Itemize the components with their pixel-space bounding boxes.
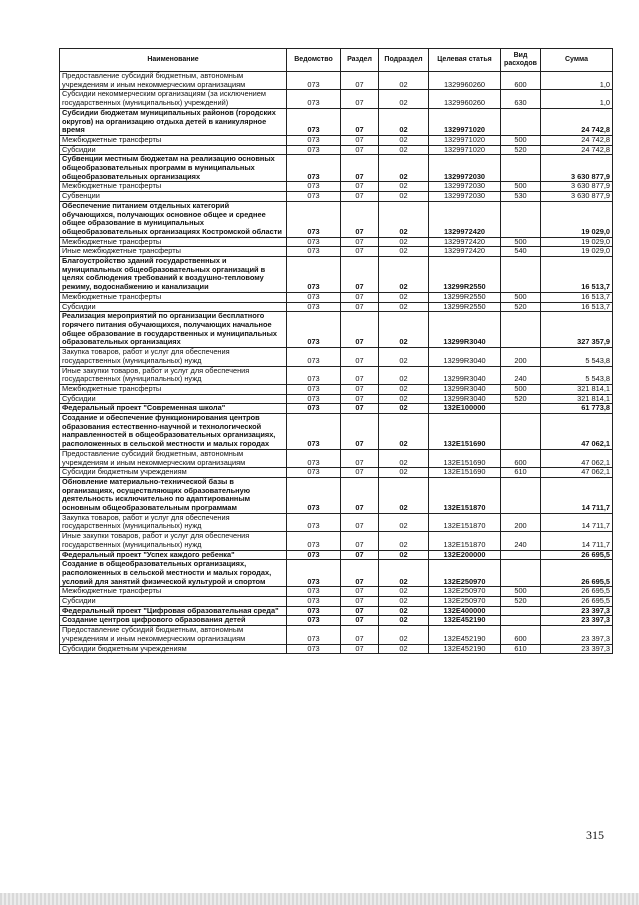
table-row (60, 90, 613, 108)
cell-amount: 26 695,5 (541, 597, 613, 607)
cell-name: Межбюджетные трансферты (60, 384, 287, 394)
cell-department: 073 (287, 560, 341, 587)
cell-amount: 321 814,1 (541, 384, 613, 394)
cell-name: Межбюджетные трансферты (60, 135, 287, 145)
table-row (60, 247, 613, 257)
cell-target-article: 1329971020 (429, 108, 501, 135)
cell-expense-type: 240 (501, 532, 541, 550)
cell-target-article: 132E452190 (429, 616, 501, 626)
cell-department: 073 (287, 468, 341, 478)
cell-target-article: 13299R3040 (429, 384, 501, 394)
cell-subsection: 02 (379, 587, 429, 597)
cell-department: 073 (287, 348, 341, 366)
cell-name: Федеральный проект "Современная школа" (60, 404, 287, 414)
cell-section: 07 (341, 366, 379, 384)
header-expense-type: Вид расходов (501, 49, 541, 72)
cell-section: 07 (341, 182, 379, 192)
cell-name: Закупка товаров, работ и услуг для обеспечения государственных (муниципальных) нужд (60, 513, 287, 531)
cell-target-article: 132E250970 (429, 587, 501, 597)
cell-subsection: 02 (379, 247, 429, 257)
cell-name: Субвенции местным бюджетам на реализацию основных общеобразовательных программ в муниципальных общеобразовательных организациях (60, 155, 287, 182)
cell-name: Федеральный проект "Цифровая образовательная среда" (60, 606, 287, 616)
header-department: Ведомство (287, 49, 341, 72)
cell-amount: 3 630 877,9 (541, 192, 613, 202)
cell-subsection: 02 (379, 560, 429, 587)
cell-subsection: 02 (379, 477, 429, 513)
cell-department: 073 (287, 312, 341, 348)
cell-department: 073 (287, 414, 341, 450)
cell-amount: 47 062,1 (541, 449, 613, 467)
table-row (60, 192, 613, 202)
cell-expense-type (501, 414, 541, 450)
cell-target-article: 1329972030 (429, 155, 501, 182)
table-row (60, 201, 613, 237)
cell-section: 07 (341, 597, 379, 607)
cell-amount: 61 773,8 (541, 404, 613, 414)
table-row (60, 587, 613, 597)
header-section: Раздел (341, 49, 379, 72)
table-row (60, 626, 613, 644)
cell-department: 073 (287, 302, 341, 312)
cell-department: 073 (287, 532, 341, 550)
table-row (60, 414, 613, 450)
cell-section: 07 (341, 560, 379, 587)
cell-subsection: 02 (379, 550, 429, 560)
cell-subsection: 02 (379, 366, 429, 384)
cell-amount: 19 029,0 (541, 237, 613, 247)
cell-department: 073 (287, 449, 341, 467)
cell-name: Межбюджетные трансферты (60, 292, 287, 302)
cell-name: Закупка товаров, работ и услуг для обеспечения государственных (муниципальных) нужд (60, 348, 287, 366)
table-row (60, 182, 613, 192)
cell-section: 07 (341, 550, 379, 560)
cell-expense-type: 520 (501, 302, 541, 312)
cell-name: Реализация мероприятий по организации бесплатного горячего питания обучающихся, получающих начальное общее образование в государственных и муниципальных образовательных организациях (60, 312, 287, 348)
cell-name: Субсидии (60, 597, 287, 607)
cell-target-article: 1329972420 (429, 201, 501, 237)
cell-department: 073 (287, 257, 341, 293)
table-row (60, 532, 613, 550)
cell-amount: 19 029,0 (541, 247, 613, 257)
cell-section: 07 (341, 513, 379, 531)
cell-section: 07 (341, 237, 379, 247)
table-row (60, 348, 613, 366)
cell-target-article: 13299R3040 (429, 348, 501, 366)
table-row (60, 384, 613, 394)
cell-subsection: 02 (379, 302, 429, 312)
table-row (60, 257, 613, 293)
cell-target-article: 1329960260 (429, 72, 501, 90)
table-row (60, 155, 613, 182)
cell-amount: 26 695,5 (541, 560, 613, 587)
cell-section: 07 (341, 247, 379, 257)
cell-name: Создание и обеспечение функционирования центров образования естественно-научной и технологической направленностей в общеобразовательных организациях, расположенных в сельской местности и малых городах (60, 414, 287, 450)
cell-expense-type: 630 (501, 90, 541, 108)
cell-name: Создание в общеобразовательных организациях, расположенных в сельской местности и малых городах, условий для занятий физической культурой и спортом (60, 560, 287, 587)
cell-amount: 5 543,8 (541, 366, 613, 384)
cell-target-article: 1329972030 (429, 182, 501, 192)
cell-department: 073 (287, 182, 341, 192)
cell-department: 073 (287, 192, 341, 202)
cell-expense-type (501, 606, 541, 616)
cell-name: Обеспечение питанием отдельных категорий обучающихся, получающих основное общее и среднее общее образование в муниципальных общеобразовательных организациях Костромской области (60, 201, 287, 237)
cell-amount: 19 029,0 (541, 201, 613, 237)
cell-section: 07 (341, 192, 379, 202)
cell-target-article: 132E151690 (429, 414, 501, 450)
cell-section: 07 (341, 644, 379, 654)
cell-expense-type (501, 201, 541, 237)
cell-subsection: 02 (379, 513, 429, 531)
cell-amount: 26 695,5 (541, 587, 613, 597)
cell-section: 07 (341, 155, 379, 182)
cell-subsection: 02 (379, 145, 429, 155)
cell-section: 07 (341, 108, 379, 135)
cell-department: 073 (287, 72, 341, 90)
cell-amount: 321 814,1 (541, 394, 613, 404)
cell-section: 07 (341, 348, 379, 366)
cell-target-article: 132E452190 (429, 644, 501, 654)
cell-name: Межбюджетные трансферты (60, 182, 287, 192)
cell-department: 073 (287, 201, 341, 237)
cell-expense-type (501, 257, 541, 293)
cell-expense-type: 600 (501, 449, 541, 467)
cell-name: Федеральный проект "Успех каждого ребенка" (60, 550, 287, 560)
cell-amount: 14 711,7 (541, 513, 613, 531)
cell-department: 073 (287, 513, 341, 531)
cell-section: 07 (341, 616, 379, 626)
cell-target-article: 132E400000 (429, 606, 501, 616)
table-header-row (60, 49, 613, 72)
cell-section: 07 (341, 606, 379, 616)
cell-department: 073 (287, 237, 341, 247)
cell-section: 07 (341, 449, 379, 467)
cell-department: 073 (287, 587, 341, 597)
cell-department: 073 (287, 155, 341, 182)
table-row (60, 550, 613, 560)
cell-expense-type: 240 (501, 366, 541, 384)
cell-target-article: 132E151870 (429, 532, 501, 550)
cell-section: 07 (341, 302, 379, 312)
cell-amount: 23 397,3 (541, 606, 613, 616)
cell-subsection: 02 (379, 155, 429, 182)
table-row (60, 477, 613, 513)
cell-expense-type: 530 (501, 192, 541, 202)
cell-expense-type: 610 (501, 644, 541, 654)
cell-department: 073 (287, 616, 341, 626)
cell-expense-type: 610 (501, 468, 541, 478)
cell-expense-type (501, 560, 541, 587)
cell-subsection: 02 (379, 72, 429, 90)
cell-subsection: 02 (379, 532, 429, 550)
cell-expense-type: 600 (501, 626, 541, 644)
table-row (60, 449, 613, 467)
cell-section: 07 (341, 201, 379, 237)
table-row (60, 644, 613, 654)
cell-expense-type: 200 (501, 513, 541, 531)
cell-expense-type (501, 108, 541, 135)
cell-target-article: 132E100000 (429, 404, 501, 414)
cell-target-article: 13299R2550 (429, 292, 501, 302)
cell-amount: 327 357,9 (541, 312, 613, 348)
cell-department: 073 (287, 404, 341, 414)
cell-subsection: 02 (379, 237, 429, 247)
cell-expense-type: 540 (501, 247, 541, 257)
cell-expense-type (501, 155, 541, 182)
cell-amount: 23 397,3 (541, 626, 613, 644)
cell-target-article: 1329960260 (429, 90, 501, 108)
cell-name: Межбюджетные трансферты (60, 587, 287, 597)
cell-amount: 3 630 877,9 (541, 182, 613, 192)
cell-amount: 1,0 (541, 72, 613, 90)
cell-expense-type: 520 (501, 394, 541, 404)
table-row (60, 302, 613, 312)
cell-target-article: 132E250970 (429, 560, 501, 587)
cell-name: Субсидии (60, 394, 287, 404)
cell-subsection: 02 (379, 182, 429, 192)
table-row (60, 394, 613, 404)
cell-name: Предоставление субсидий бюджетным, автономным учреждениям и иным некоммерческим организациям (60, 72, 287, 90)
cell-section: 07 (341, 312, 379, 348)
cell-amount: 23 397,3 (541, 616, 613, 626)
table-row (60, 560, 613, 587)
cell-section: 07 (341, 257, 379, 293)
cell-name: Субсидии бюджетным учреждениям (60, 468, 287, 478)
cell-department: 073 (287, 394, 341, 404)
cell-name: Обновление материально-технической базы в организациях, осуществляющих образовательную деятельность исключительно по адаптированным основным общеобразовательным программам (60, 477, 287, 513)
cell-target-article: 1329971020 (429, 145, 501, 155)
cell-expense-type: 500 (501, 384, 541, 394)
cell-section: 07 (341, 292, 379, 302)
cell-amount: 16 513,7 (541, 302, 613, 312)
header-subsection: Подраздел (379, 49, 429, 72)
table-row (60, 72, 613, 90)
cell-target-article: 1329972420 (429, 247, 501, 257)
cell-section: 07 (341, 468, 379, 478)
cell-amount: 5 543,8 (541, 348, 613, 366)
cell-department: 073 (287, 145, 341, 155)
cell-section: 07 (341, 384, 379, 394)
cell-section: 07 (341, 145, 379, 155)
cell-target-article: 132E151870 (429, 477, 501, 513)
cell-amount: 14 711,7 (541, 532, 613, 550)
cell-department: 073 (287, 135, 341, 145)
cell-subsection: 02 (379, 468, 429, 478)
cell-subsection: 02 (379, 394, 429, 404)
table-row (60, 606, 613, 616)
table-body (60, 72, 613, 654)
table-row (60, 513, 613, 531)
cell-section: 07 (341, 90, 379, 108)
cell-subsection: 02 (379, 449, 429, 467)
cell-name: Субсидии (60, 302, 287, 312)
cell-amount: 24 742,8 (541, 135, 613, 145)
cell-subsection: 02 (379, 257, 429, 293)
table-row (60, 312, 613, 348)
cell-target-article: 132E151690 (429, 449, 501, 467)
cell-section: 07 (341, 477, 379, 513)
cell-section: 07 (341, 414, 379, 450)
cell-subsection: 02 (379, 414, 429, 450)
cell-department: 073 (287, 606, 341, 616)
cell-target-article: 132E151690 (429, 468, 501, 478)
cell-target-article: 132E250970 (429, 597, 501, 607)
cell-section: 07 (341, 587, 379, 597)
cell-amount: 24 742,8 (541, 108, 613, 135)
cell-target-article: 13299R2550 (429, 257, 501, 293)
cell-expense-type: 600 (501, 72, 541, 90)
cell-expense-type: 500 (501, 135, 541, 145)
cell-name: Субсидии бюджетным учреждениям (60, 644, 287, 654)
cell-expense-type: 520 (501, 597, 541, 607)
cell-expense-type (501, 550, 541, 560)
cell-subsection: 02 (379, 108, 429, 135)
cell-name: Субсидии (60, 145, 287, 155)
cell-department: 073 (287, 477, 341, 513)
cell-section: 07 (341, 626, 379, 644)
cell-name: Иные закупки товаров, работ и услуг для обеспечения государственных (муниципальных) нужд (60, 366, 287, 384)
cell-name: Создание центров цифрового образования детей (60, 616, 287, 626)
table-row (60, 292, 613, 302)
cell-subsection: 02 (379, 192, 429, 202)
cell-amount: 16 513,7 (541, 257, 613, 293)
cell-name: Благоустройство зданий государственных и муниципальных общеобразовательных организаций в целях соблюдения требований к воздушно-тепловому режиму, водоснабжению и канализации (60, 257, 287, 293)
cell-amount: 26 695,5 (541, 550, 613, 560)
cell-subsection: 02 (379, 384, 429, 394)
cell-amount: 23 397,3 (541, 644, 613, 654)
table-row (60, 616, 613, 626)
header-name: Наименование (60, 49, 287, 72)
cell-department: 073 (287, 108, 341, 135)
cell-amount: 16 513,7 (541, 292, 613, 302)
table-row (60, 108, 613, 135)
cell-section: 07 (341, 532, 379, 550)
cell-name: Субвенции (60, 192, 287, 202)
cell-amount: 1,0 (541, 90, 613, 108)
cell-amount: 24 742,8 (541, 145, 613, 155)
cell-name: Предоставление субсидий бюджетным, автономным учреждениям и иным некоммерческим организациям (60, 626, 287, 644)
cell-target-article: 1329971020 (429, 135, 501, 145)
cell-target-article: 1329972030 (429, 192, 501, 202)
cell-subsection: 02 (379, 606, 429, 616)
cell-expense-type: 500 (501, 587, 541, 597)
cell-expense-type: 500 (501, 182, 541, 192)
cell-name: Субсидии бюджетам муниципальных районов (городских округов) на организацию отдыха детей в каникулярное время (60, 108, 287, 135)
cell-subsection: 02 (379, 626, 429, 644)
table-row (60, 597, 613, 607)
cell-department: 073 (287, 626, 341, 644)
cell-name: Иные закупки товаров, работ и услуг для обеспечения государственных (муниципальных) нужд (60, 532, 287, 550)
cell-section: 07 (341, 394, 379, 404)
header-amount: Сумма (541, 49, 613, 72)
cell-section: 07 (341, 72, 379, 90)
cell-section: 07 (341, 404, 379, 414)
cell-subsection: 02 (379, 201, 429, 237)
table-row (60, 468, 613, 478)
cell-target-article: 13299R3040 (429, 394, 501, 404)
cell-subsection: 02 (379, 644, 429, 654)
cell-expense-type (501, 616, 541, 626)
table-row (60, 145, 613, 155)
cell-department: 073 (287, 366, 341, 384)
cell-target-article: 1329972420 (429, 237, 501, 247)
cell-target-article: 132E452190 (429, 626, 501, 644)
cell-department: 073 (287, 384, 341, 394)
cell-expense-type (501, 404, 541, 414)
cell-target-article: 13299R3040 (429, 312, 501, 348)
cell-name: Субсидии некоммерческим организациям (за исключением государственных (муниципальных) учреждений) (60, 90, 287, 108)
cell-expense-type: 520 (501, 145, 541, 155)
cell-section: 07 (341, 135, 379, 145)
table-row (60, 237, 613, 247)
cell-expense-type (501, 312, 541, 348)
page-number: 315 (586, 828, 604, 842)
table-row (60, 366, 613, 384)
cell-target-article: 13299R2550 (429, 302, 501, 312)
table-row (60, 404, 613, 414)
cell-department: 073 (287, 644, 341, 654)
cell-name: Иные межбюджетные трансферты (60, 247, 287, 257)
cell-subsection: 02 (379, 404, 429, 414)
cell-expense-type: 500 (501, 237, 541, 247)
cell-amount: 14 711,7 (541, 477, 613, 513)
cell-subsection: 02 (379, 312, 429, 348)
cell-department: 073 (287, 292, 341, 302)
cell-department: 073 (287, 90, 341, 108)
cell-department: 073 (287, 597, 341, 607)
cell-subsection: 02 (379, 348, 429, 366)
cell-expense-type (501, 477, 541, 513)
cell-name: Межбюджетные трансферты (60, 237, 287, 247)
cell-department: 073 (287, 550, 341, 560)
cell-amount: 3 630 877,9 (541, 155, 613, 182)
header-target-article: Целевая статья (429, 49, 501, 72)
cell-target-article: 132E151870 (429, 513, 501, 531)
cell-amount: 47 062,1 (541, 414, 613, 450)
budget-table (59, 48, 613, 654)
cell-subsection: 02 (379, 292, 429, 302)
cell-target-article: 13299R3040 (429, 366, 501, 384)
cell-subsection: 02 (379, 90, 429, 108)
cell-department: 073 (287, 247, 341, 257)
cell-amount: 47 062,1 (541, 468, 613, 478)
cell-subsection: 02 (379, 616, 429, 626)
cell-expense-type: 500 (501, 292, 541, 302)
cell-target-article: 132E200000 (429, 550, 501, 560)
table-row (60, 135, 613, 145)
cell-subsection: 02 (379, 597, 429, 607)
scan-edge-strip (0, 893, 639, 905)
cell-subsection: 02 (379, 135, 429, 145)
cell-expense-type: 200 (501, 348, 541, 366)
cell-name: Предоставление субсидий бюджетным, автономным учреждениям и иным некоммерческим организациям (60, 449, 287, 467)
